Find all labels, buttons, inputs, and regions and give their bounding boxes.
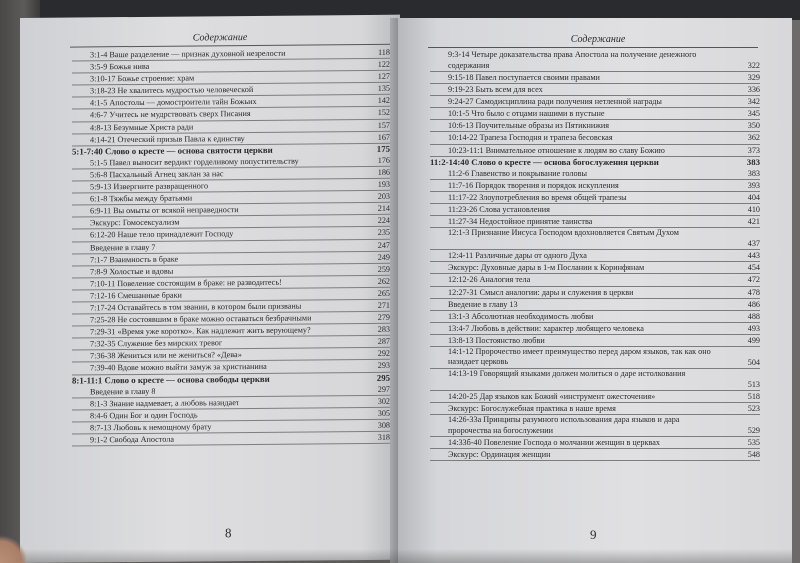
toc-entry-page: 122 bbox=[377, 59, 390, 69]
toc-entry bbox=[430, 96, 760, 108]
toc-entry-page: 135 bbox=[377, 84, 390, 94]
toc-entry-title: 3:18-23 Не хвалитесь мудростью человеческой bbox=[90, 85, 254, 96]
toc-list bbox=[430, 50, 760, 461]
toc-entry bbox=[430, 403, 760, 415]
toc-entry-title: 9:1-2 Свобода Апостола bbox=[90, 434, 174, 445]
toc-entry-page: 279 bbox=[377, 312, 390, 322]
toc-entry-page: 152 bbox=[377, 108, 390, 118]
toc-entry-title: 8:1-3 Знание надмевает, а любовь назидает bbox=[90, 397, 240, 409]
toc-entry-page: 271 bbox=[377, 300, 390, 310]
toc-entry-title: 10:6-13 Поучительные образы из Пятикнижия bbox=[448, 121, 610, 131]
toc-entry-page: 118 bbox=[378, 47, 390, 57]
toc-entry-title: 10:23-11:1 Внимательное отношение к людям во славу Божию bbox=[448, 145, 665, 155]
toc-entry-title: 7:32-35 Служение без мирских тревог bbox=[90, 338, 223, 349]
toc-entry-title: 3:10-17 Божье строение: храм bbox=[90, 73, 195, 84]
toc-entry-title: 5:1-7:40 Слово о кресте — основа святости церкви bbox=[72, 144, 273, 157]
toc-entry-page: 322 bbox=[747, 61, 760, 70]
toc-entry bbox=[72, 432, 390, 447]
toc-entry bbox=[430, 391, 760, 403]
toc-entry-page: 437 bbox=[747, 239, 760, 249]
toc-entry-page: 493 bbox=[747, 323, 760, 333]
toc-entry-page: 383 bbox=[747, 168, 760, 178]
toc-entry-title: 11:27-34 Недостойное принятие таинства bbox=[448, 217, 593, 227]
toc-entry-title: 8:1-11:1 Слово о кресте — основа свободы церкви bbox=[72, 373, 270, 386]
toc-entry-title: 9:24-27 Самодисциплина ради получения нетленной награды bbox=[448, 97, 662, 107]
toc-entry bbox=[430, 250, 760, 262]
toc-entry-page: 529 bbox=[747, 426, 760, 436]
toc-entry-page: 295 bbox=[376, 372, 390, 383]
toc-entry-page: 518 bbox=[747, 391, 760, 401]
toc-entry-page: 373 bbox=[747, 145, 760, 155]
toc-entry-title: 7:10-11 Повеление состоящим в браке: не разводитесь! bbox=[90, 277, 282, 289]
toc-entry-page: 308 bbox=[377, 420, 390, 430]
toc-entry-title: 8:4-6 Один Бог и один Господь bbox=[90, 410, 198, 421]
toc-entry-page: 262 bbox=[377, 276, 390, 286]
toc-entry-title: 4:14-21 Отеческий призыв Павла к единству bbox=[90, 133, 245, 145]
toc-entry-title: 5:6-8 Пасхальный Агнец заклан за нас bbox=[90, 169, 224, 180]
toc-entry-title: Введение в главу 7 bbox=[90, 242, 156, 252]
toc-list bbox=[72, 47, 390, 447]
toc-entry-title: 12:4-11 Различные дары от одного Духа bbox=[448, 251, 587, 261]
toc-entry-page: 287 bbox=[377, 337, 390, 347]
toc-entry-page: 265 bbox=[377, 288, 390, 298]
toc-entry bbox=[430, 145, 760, 157]
toc-entry-title: 14:20-25 Дар языков как Божий «инструмент ожесточения» bbox=[448, 391, 656, 401]
toc-entry-title: 6:1-8 Тяжбы между братьями bbox=[90, 193, 193, 204]
toc-entry-title: 13:4-7 Любовь в действии: характер любящего человека bbox=[448, 323, 644, 333]
toc-entry-page: 513 bbox=[747, 379, 760, 389]
toc-entry-page: 224 bbox=[377, 216, 390, 226]
toc-entry-title: 7:8-9 Холостые и вдовы bbox=[90, 266, 174, 277]
toc-entry bbox=[430, 192, 760, 204]
toc-entry-title: Введение в главу 8 bbox=[90, 386, 156, 397]
toc-entry-title: 7:36-38 Жениться или не жениться? «Дева» bbox=[90, 350, 242, 361]
toc-entry-title: 4:8-13 Безумные Христа ради bbox=[90, 122, 194, 132]
toc-entry-title: 7:1-7 Взаимность в браке bbox=[90, 254, 179, 264]
toc-entry-title: 4:6-7 Учитесь не мудрствовать сверх Писания bbox=[90, 109, 251, 120]
toc-entry-page: 336 bbox=[747, 85, 760, 95]
toc-entry-page: 318 bbox=[377, 432, 390, 442]
toc-entry-title: Введение в главу 13 bbox=[448, 299, 518, 309]
toc-entry-page: 157 bbox=[377, 120, 390, 130]
toc-entry-page: 523 bbox=[747, 404, 760, 414]
toc-entry-page: 247 bbox=[377, 240, 390, 250]
toc-entry-title: 7:12-16 Смешанные браки bbox=[90, 290, 182, 301]
toc-entry-title: 7:25-28 Не состоявшим в браке можно оставаться безбрачными bbox=[90, 313, 312, 325]
toc-entry-page: 488 bbox=[747, 311, 760, 321]
toc-entry-page: 548 bbox=[747, 450, 760, 460]
toc-entry-title: 6:9-11 Вы омыты от всякой неправедности bbox=[90, 205, 239, 216]
toc-entry-page: 350 bbox=[747, 121, 760, 131]
toc-entry-page: 486 bbox=[747, 299, 760, 309]
toc-entry-page: 383 bbox=[746, 156, 760, 167]
left-page bbox=[20, 15, 400, 563]
toc-entry-title: 7:29-31 «Время уже коротко». Как надлежит жить верующему? bbox=[90, 325, 311, 337]
toc-entry bbox=[430, 50, 760, 72]
toc-entry bbox=[430, 72, 760, 84]
toc-entry-page: 175 bbox=[376, 143, 390, 154]
toc-entry-page: 342 bbox=[747, 97, 760, 107]
toc-entry bbox=[430, 180, 760, 192]
toc-entry-title: Экскурс: Богослужебная практика в наше время bbox=[448, 404, 616, 414]
toc-entry-title: 7:17-24 Оставайтесь в том звании, в котором были призваны bbox=[90, 301, 302, 313]
toc-entry-title: 9:15-18 Павел поступается своими правами bbox=[448, 73, 600, 82]
toc-entry bbox=[430, 228, 760, 250]
toc-entry-page: 421 bbox=[747, 217, 760, 227]
toc-entry-title: 9:19-23 Быть всем для всех bbox=[448, 85, 543, 95]
toc-entry-title: 12:12-26 Аналогия тела bbox=[448, 275, 531, 285]
toc-entry bbox=[430, 299, 760, 311]
toc-entry bbox=[430, 347, 760, 369]
page-shadow bbox=[20, 549, 792, 563]
toc-entry bbox=[430, 274, 760, 286]
toc-entry-title: 10:1-5 Что было с отцами нашими в пустыне bbox=[448, 109, 605, 119]
toc-entry bbox=[430, 120, 760, 132]
toc-entry bbox=[430, 84, 760, 96]
page-header: Содержание bbox=[570, 34, 626, 45]
toc-entry bbox=[430, 437, 760, 449]
toc-entry bbox=[430, 323, 760, 335]
toc-entry-page: 293 bbox=[377, 361, 390, 371]
toc-entry-page: 302 bbox=[377, 396, 390, 406]
toc-entry-title: 13:1-3 Абсолютная необходимость любви bbox=[448, 311, 594, 321]
toc-entry-title: Экскурс: Духовные дары в 1-м Послании к Коринфянам bbox=[448, 263, 645, 273]
page-header: Содержание bbox=[192, 32, 248, 44]
thumb bbox=[0, 533, 26, 563]
toc-entry-page: 186 bbox=[377, 167, 390, 177]
toc-entry-title: Экскурс: Ординация женщин bbox=[448, 450, 551, 460]
toc-entry bbox=[430, 262, 760, 274]
toc-entry-page: 167 bbox=[377, 132, 390, 142]
toc-entry-page: 345 bbox=[747, 109, 760, 119]
toc-entry-title: 14:13-19 Говорящий языками должен молиться о даре истолкования bbox=[448, 368, 686, 378]
toc-entry-page: 362 bbox=[747, 133, 760, 143]
toc-entry-page: 393 bbox=[747, 180, 760, 190]
toc-entry-page: 504 bbox=[747, 357, 760, 367]
toc-entry-title: 11:23-26 Слова установления bbox=[448, 205, 550, 215]
toc-entry-title: 12:27-31 Смысл аналогии: дары и служения в церкви bbox=[448, 287, 634, 297]
toc-entry bbox=[430, 204, 760, 216]
toc-entry-title: 6:12-20 Наше тело принадлежит Господу bbox=[90, 229, 234, 240]
toc-entry-page: 235 bbox=[377, 228, 390, 238]
toc-entry-title: 12:1-3 Признание Иисуса Господом вдохновляется Святым Духом bbox=[448, 228, 679, 238]
toc-entry-page: 193 bbox=[377, 179, 390, 189]
toc-entry-title: 5:1-5 Павел выносит вердикт горделивому попустительству bbox=[90, 156, 299, 168]
toc-entry-page: 214 bbox=[377, 203, 390, 214]
toc-entry-page: 443 bbox=[747, 251, 760, 261]
toc-entry bbox=[430, 108, 760, 120]
toc-entry-title: 3:5-9 Божья нива bbox=[90, 61, 150, 72]
toc-entry bbox=[430, 415, 760, 437]
toc-entry-title: 14:33б-40 Повеление Господа о молчании женщин в церквах bbox=[448, 438, 660, 448]
toc-entry-page: 259 bbox=[377, 264, 390, 274]
toc-entry-title: 11:2-14:40 Слово о кресте — основа богослужения церкви bbox=[430, 156, 659, 167]
toc-entry-title: 8:7-13 Любовь к немощному брату bbox=[90, 422, 212, 433]
toc-entry-page: 454 bbox=[747, 263, 760, 273]
toc-entry-page: 127 bbox=[377, 71, 390, 82]
toc-entry bbox=[430, 335, 760, 347]
toc-entry-page: 329 bbox=[747, 73, 760, 82]
toc-entry-page: 499 bbox=[747, 335, 760, 345]
toc-entry-page: 283 bbox=[377, 324, 390, 335]
toc-entry-page: 472 bbox=[747, 275, 760, 285]
toc-entry-page: 292 bbox=[377, 349, 390, 359]
toc-entry bbox=[430, 168, 760, 180]
toc-entry-title: 14:26-33а Принципы разумного использования дара языков и дара пророчества на богослужении bbox=[448, 415, 680, 435]
toc-entry-page: 410 bbox=[747, 205, 760, 215]
toc-entry-page: 478 bbox=[747, 287, 760, 297]
header-rule bbox=[428, 47, 758, 48]
toc-entry bbox=[430, 216, 760, 228]
toc-entry-title: 5:9-13 Извергните развращенного bbox=[90, 181, 209, 192]
toc-entry-page: 142 bbox=[377, 96, 390, 106]
page-number: 9 bbox=[590, 527, 597, 542]
toc-entry-page: 305 bbox=[377, 408, 390, 418]
right-page bbox=[398, 18, 792, 563]
toc-entry-title: 9:3-14 Четыре доказательства права Апостола на получение денежного содержания bbox=[448, 50, 697, 70]
toc-entry bbox=[430, 449, 760, 461]
toc-entry-title: 13:8-13 Постоянство любви bbox=[448, 335, 545, 345]
toc-entry-title: 10:14-22 Трапеза Господня и трапеза бесовская bbox=[448, 133, 613, 143]
toc-entry-title: 4:1-5 Апостолы — домостроители тайн Божьих bbox=[90, 97, 257, 108]
toc-entry-title: 11:2-6 Главенство и покрывание головы bbox=[448, 168, 587, 178]
toc-entry-page: 176 bbox=[377, 155, 390, 165]
toc-entry bbox=[430, 132, 760, 144]
toc-entry bbox=[430, 287, 760, 299]
toc-entry-title: 3:1-4 Ваше разделение — признак духовной незрелости bbox=[90, 48, 286, 60]
toc-entry bbox=[430, 369, 760, 391]
toc-entry-title: 14:1-12 Пророчество имеет преимущество перед даром языков, так как оно назидает церковь bbox=[448, 346, 711, 367]
toc-section-heading bbox=[430, 157, 760, 168]
toc-entry-title: 7:39-40 Вдове можно выйти замуж за христианина bbox=[90, 362, 267, 373]
page-number: 8 bbox=[225, 525, 232, 541]
toc-entry-page: 297 bbox=[377, 384, 390, 394]
toc-entry-title: Экскурс: Гомосексуализм bbox=[90, 217, 180, 228]
toc-entry-page: 203 bbox=[377, 191, 390, 202]
toc-entry-page: 249 bbox=[377, 252, 390, 262]
toc-entry-title: 11:17-22 Злоупотребления во время общей трапезы bbox=[448, 192, 627, 202]
toc-entry-title: 11:7-16 Порядок творения и порядок искупления bbox=[448, 180, 619, 190]
toc-entry-page: 535 bbox=[747, 438, 760, 448]
toc-entry-page: 404 bbox=[747, 192, 760, 202]
toc-entry bbox=[430, 311, 760, 323]
